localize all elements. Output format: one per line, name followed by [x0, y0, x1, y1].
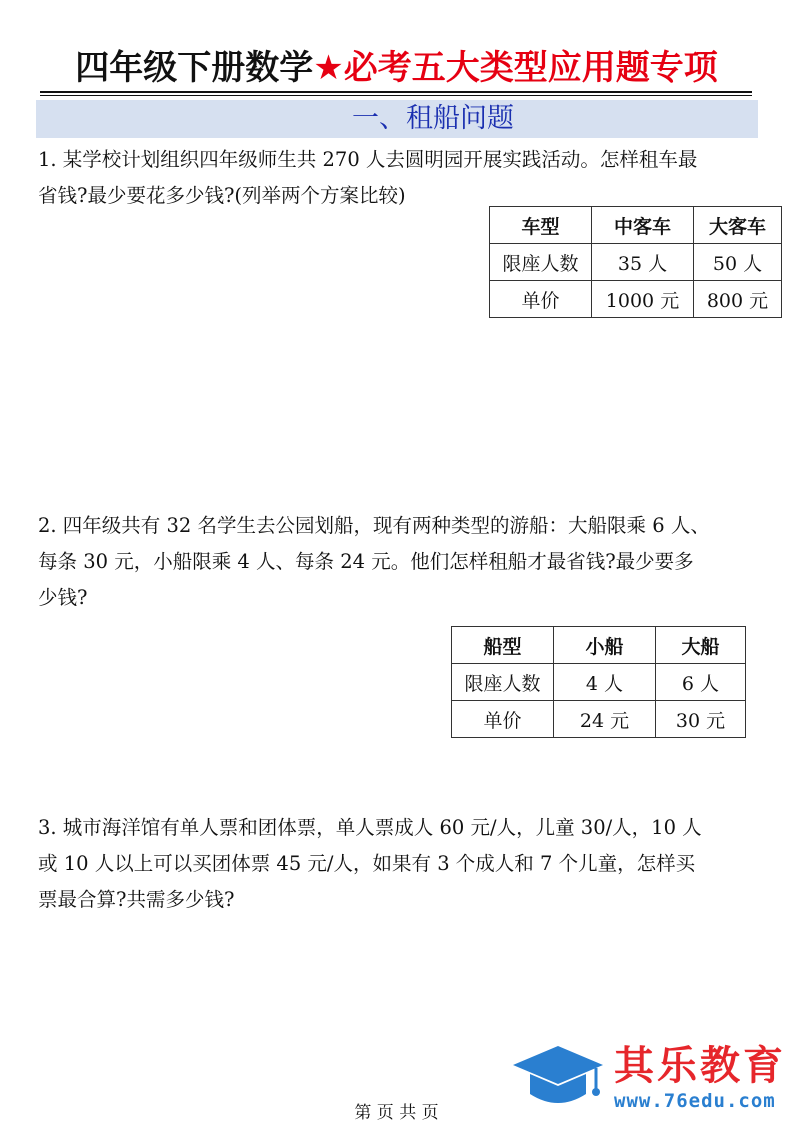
question-2-line: 2. 四年级共有 32 名学生去公园划船，现有两种类型的游船：大船限乘 6 人、	[38, 514, 710, 537]
title-main: 四年级下册数学	[75, 48, 314, 88]
page-title	[0, 46, 793, 90]
table-row	[452, 701, 746, 738]
star-icon: ★	[313, 48, 344, 88]
section-title: 一、租船问题	[352, 103, 514, 134]
question-2-line: 每条 30 元，小船限乘 4 人、每条 24 元。他们怎样租船才最省钱?最少要多	[38, 550, 694, 573]
table-header-cell: 大船	[656, 627, 746, 664]
table-header-cell: 中客车	[592, 207, 694, 244]
table-cell: 800 元	[694, 281, 782, 318]
question-1-line: 1. 某学校计划组织四年级师生共 270 人去圆明园开展实践活动。怎样租车最	[38, 148, 698, 171]
table-cell: 50 人	[694, 244, 782, 281]
boat-table	[451, 626, 746, 738]
table-header-cell: 大客车	[694, 207, 782, 244]
table-cell: 限座人数	[490, 244, 592, 281]
table-header-cell: 小船	[554, 627, 656, 664]
title-divider	[40, 91, 752, 93]
question-1	[38, 142, 760, 214]
table-cell: 单价	[452, 701, 554, 738]
question-1-line: 省钱?最少要花多少钱?(列举两个方案比较)	[38, 184, 406, 207]
section-heading	[36, 100, 758, 138]
table-cell: 单价	[490, 281, 592, 318]
table-cell: 4 人	[554, 664, 656, 701]
title-divider-thin	[40, 95, 752, 96]
question-2	[38, 508, 760, 616]
table-header-row	[452, 627, 746, 664]
table-row	[452, 664, 746, 701]
question-3-line: 或 10 人以上可以买团体票 45 元/人，如果有 3 个成人和 7 个儿童，怎样买	[38, 852, 696, 875]
logo-name: 其乐教育	[614, 1043, 786, 1089]
title-highlight: 必考五大类型应用题专项	[343, 48, 718, 88]
question-3-line: 3. 城市海洋馆有单人票和团体票，单人票成人 60 元/人，儿童 30/人，10 人	[38, 816, 702, 839]
table-row	[490, 281, 782, 318]
table-cell: 限座人数	[452, 664, 554, 701]
question-3	[38, 810, 760, 918]
page-footer: 第 页 共 页	[354, 1103, 439, 1123]
logo-url: www.76edu.com	[614, 1090, 776, 1112]
table-cell: 6 人	[656, 664, 746, 701]
question-2-line: 少钱?	[38, 586, 88, 609]
table-header-cell: 船型	[452, 627, 554, 664]
table-cell: 30 元	[656, 701, 746, 738]
table-cell: 1000 元	[592, 281, 694, 318]
vehicle-table	[489, 206, 782, 318]
table-cell: 24 元	[554, 701, 656, 738]
table-cell: 35 人	[592, 244, 694, 281]
table-header-cell: 车型	[490, 207, 592, 244]
question-3-line: 票最合算?共需多少钱?	[38, 888, 235, 911]
table-row	[490, 244, 782, 281]
table-header-row	[490, 207, 782, 244]
